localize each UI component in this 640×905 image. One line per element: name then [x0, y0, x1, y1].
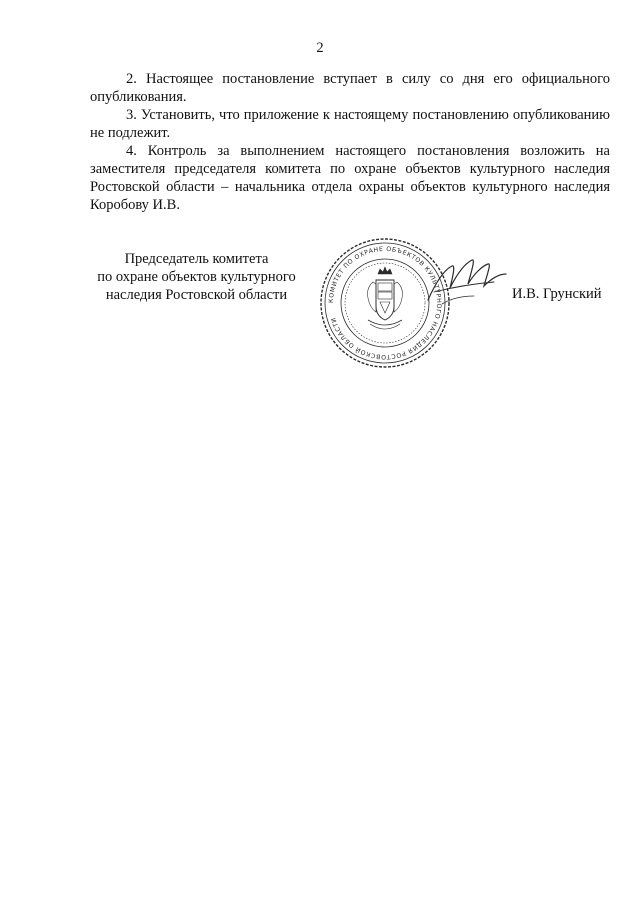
- paragraph-2: 2. Настоящее постановление вступает в силу со дня его официального опубликования.: [90, 71, 610, 105]
- page-number: 2: [316, 40, 324, 56]
- signer-name: И.В. Грунский: [512, 286, 602, 302]
- document-body: [90, 70, 610, 214]
- paragraph-3: 3. Установить, что приложение к настоящему постановлению опубликованию не подлежит.: [90, 107, 610, 141]
- signer-position: [84, 250, 309, 304]
- handwritten-signature-icon: [422, 252, 514, 312]
- coat-of-arms-icon: [368, 267, 403, 329]
- position-line-3: наследия Ростовской области: [105, 287, 288, 303]
- seal-text: КОМИТЕТ ПО ОХРАНЕ ОБЪЕКТОВ КУЛЬТУРНОГО НАСЛЕДИЯ РОСТОВСКОЙ ОБЛАСТИ: [327, 245, 443, 361]
- position-line-1: Председатель комитета: [124, 251, 269, 267]
- paragraph-4: 4. Контроль за выполнением настоящего постановления возложить на заместителя председателя комитета по охране объектов культурного наследия Ростовской области – начальника отдела охраны объектов культурного наследия Коробову И.В.: [90, 143, 610, 213]
- position-line-2: по охране объектов культурного: [97, 269, 296, 285]
